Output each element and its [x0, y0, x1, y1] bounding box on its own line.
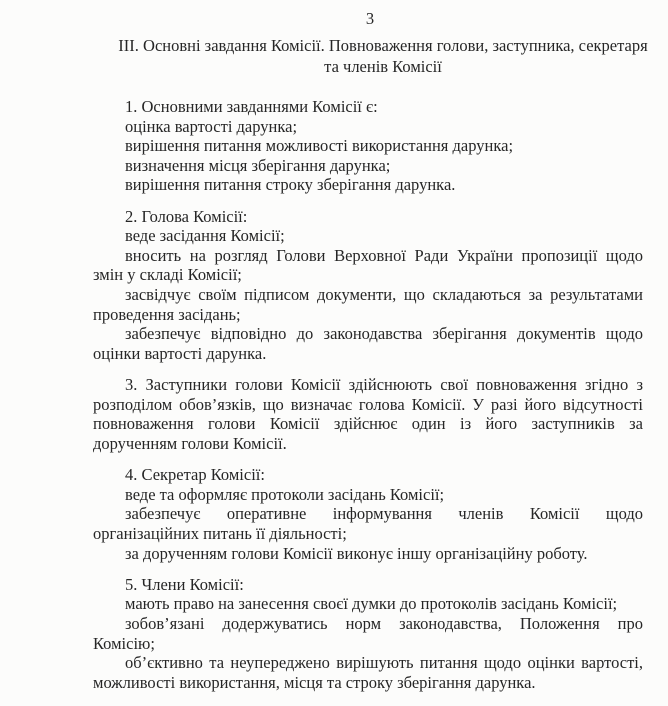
paragraph-1 [93, 97, 643, 195]
text-line: мають право на занесення своєї думки до протоколів засідань Комісії; [125, 594, 618, 614]
section-heading-line: та членів Комісії [324, 57, 442, 76]
page-number: 3 [365, 9, 375, 28]
text-line: змін у складі Комісії; [93, 265, 242, 285]
text-line: проведення засідань; [93, 304, 241, 324]
text-line: веде та оформляє протоколи засідань Комісії; [125, 484, 445, 504]
text-line: зобов’язані додержуватись норм законодавства, Положення про [125, 614, 643, 633]
text-line: можливості використання, місця та строку зберігання дарунка. [93, 672, 536, 692]
text-line: оцінки вартості дарунка. [93, 343, 267, 363]
text-line: вирішення питання строку зберігання дарунка. [125, 175, 456, 195]
text-line: засвідчує своїм підписом документи, що складаються за результатами [125, 285, 643, 305]
paragraph-2 [93, 207, 643, 364]
text-line: визначення місця зберігання дарунка; [125, 155, 391, 175]
paragraph-3 [93, 375, 643, 453]
text-line: об’єктивно та неупереджено вирішують питання щодо оцінки вартості, [125, 653, 643, 673]
text-line: 4. Секретар Комісії: [125, 465, 265, 485]
text-line: 2. Голова Комісії: [125, 206, 248, 226]
section-heading-line: III. Основні завдання Комісії. Повноваження голови, заступника, секретаря [118, 36, 648, 55]
text-line: забезпечує відповідно до законодавства зберігання документів щодо [125, 324, 643, 344]
paragraph-4 [93, 465, 643, 563]
text-line: оцінка вартості дарунка; [125, 116, 298, 136]
text-line: повноваження голови Комісії здійснює один із його заступників за [93, 414, 643, 434]
paragraph-5 [93, 575, 643, 693]
text-line: 1. Основними завданнями Комісії є: [125, 97, 378, 116]
text-line: забезпечує оперативне інформування членів Комісії щодо [125, 504, 643, 524]
text-line: вносить на розгляд Голови Верховної Ради України пропозиції щодо [125, 245, 643, 265]
text-line: 5. Члени Комісії: [125, 574, 244, 594]
text-line: вирішення питання можливості використання дарунка; [125, 136, 514, 156]
text-line: веде засідання Комісії; [125, 226, 285, 246]
text-line: за дорученням голови Комісії виконує іншу організаційну роботу. [125, 543, 588, 563]
document-body [93, 97, 643, 692]
text-line: дорученням голови Комісії. [93, 433, 287, 453]
section-heading [93, 35, 668, 77]
text-line: розподілом обов’язків, що визначає голова Комісії. У разі його відсутності [93, 394, 643, 414]
text-line: 3. Заступники голови Комісії здійснюють свої повноваження згідно з [125, 375, 643, 395]
text-line: Комісію; [93, 633, 155, 653]
text-line: організаційних питань її діяльності; [93, 523, 347, 543]
